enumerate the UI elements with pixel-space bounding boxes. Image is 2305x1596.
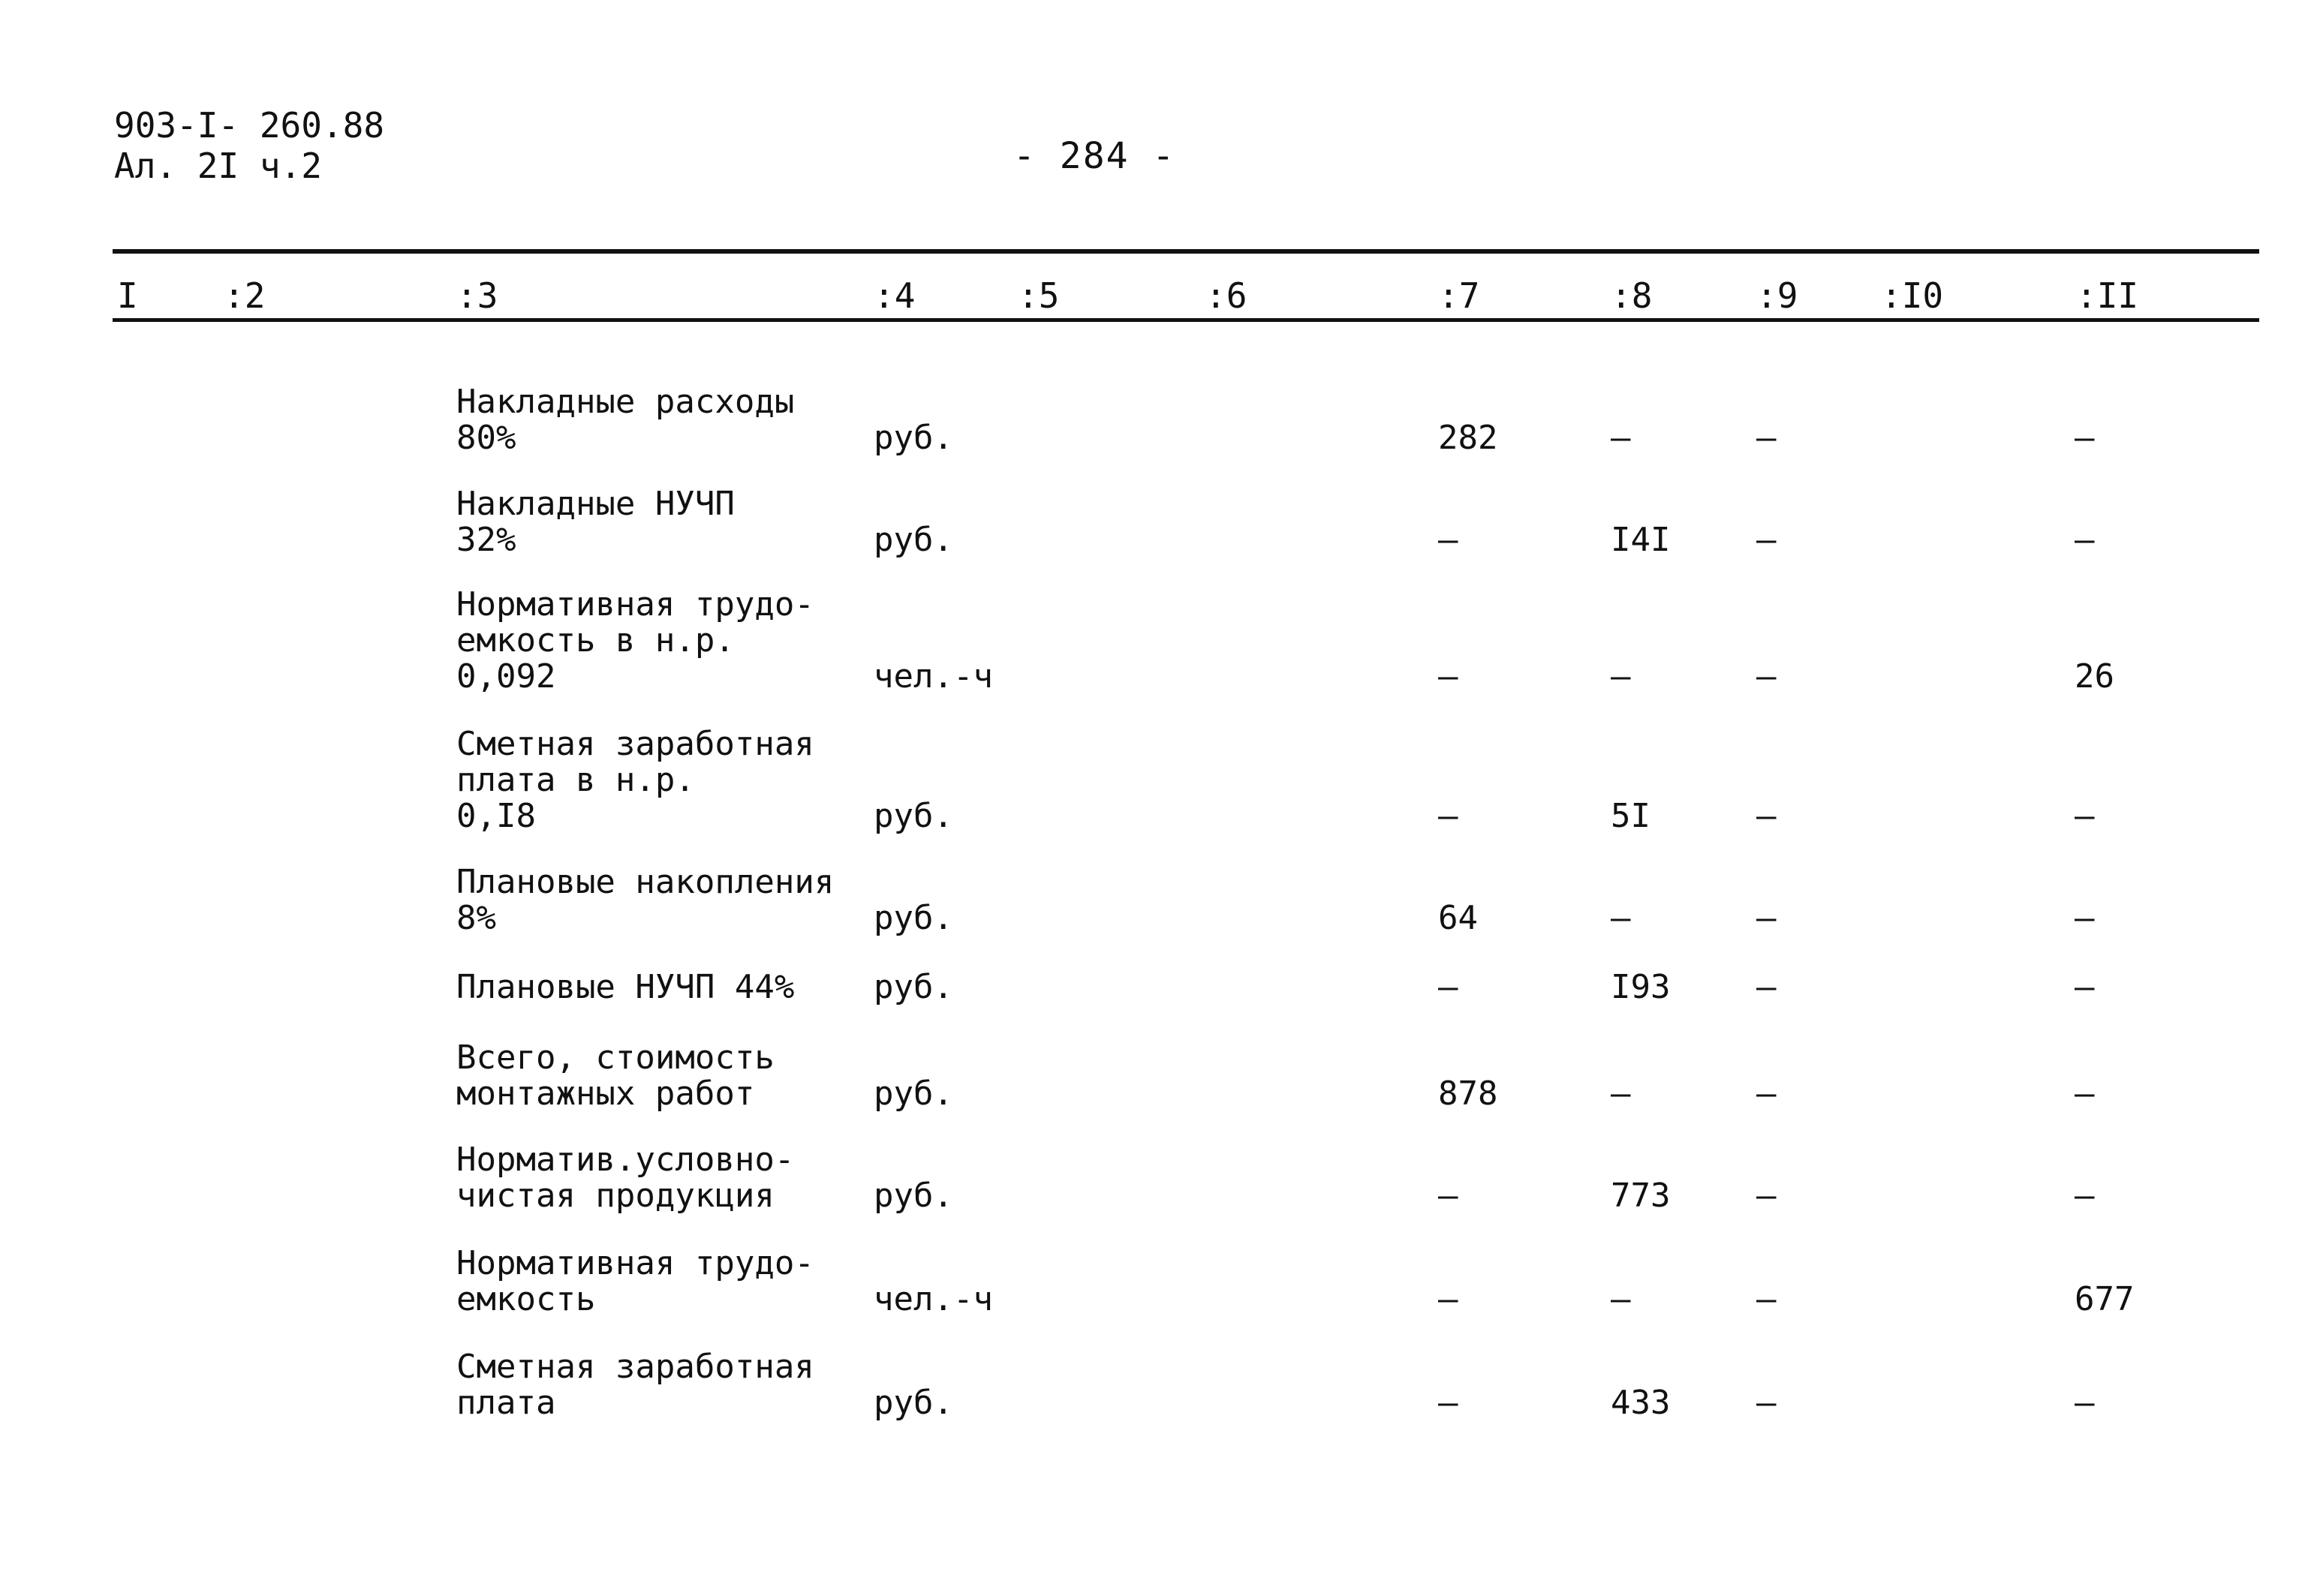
row-col11-value: 677 [2075,1280,2135,1318]
row-description: Нормативная трудо- емкость [456,1244,814,1318]
row-col7-value: 878 [1438,1075,1498,1113]
row-col11-value: – [2075,797,2095,835]
row-col9-value: – [1756,657,1777,696]
row-col8-value: – [1611,1280,1631,1318]
row-col9-value: – [1756,1075,1777,1113]
row-unit: руб. [874,1075,953,1113]
row-col8-value: 773 [1611,1177,1671,1215]
row-col9-value: – [1756,419,1777,457]
column-header-3: :3 [456,275,498,316]
row-unit: руб. [874,968,953,1006]
column-header-8: :8 [1611,275,1653,316]
document-code [114,105,384,186]
row-col7-value: 64 [1438,899,1478,937]
row-col11-value: – [2075,1177,2095,1215]
row-description: Накладные НУЧП 32% [456,485,735,559]
row-col11-value: – [2075,1075,2095,1113]
column-header-5: :5 [1018,275,1060,316]
row-description: Норматив.условно- чистая продукция [456,1141,795,1215]
row-col9-value: – [1756,1177,1777,1215]
row-unit: руб. [874,899,953,937]
row-col8-value: – [1611,657,1631,696]
column-header-2: :2 [224,275,266,316]
row-col7-value: – [1438,657,1458,696]
row-col11-value: – [2075,419,2095,457]
row-col7-value: 282 [1438,419,1498,457]
row-col7-value: – [1438,968,1458,1006]
row-unit: руб. [874,1177,953,1215]
row-col11-value: – [2075,1384,2095,1422]
row-col8-value: – [1611,1075,1631,1113]
row-col8-value: – [1611,899,1631,937]
column-header-9: :9 [1756,275,1798,316]
row-col9-value: – [1756,1280,1777,1318]
row-unit: чел.-ч [874,1280,993,1318]
row-col8-value: – [1611,419,1631,457]
table-header-rule [113,318,2259,322]
row-col8-value: I4I [1611,521,1671,559]
row-col8-value: I93 [1611,968,1671,1006]
column-header-7: :7 [1438,275,1480,316]
row-col9-value: – [1756,968,1777,1006]
column-header-1: I [117,275,138,316]
document-code-line-2: Ал. 2I ч.2 [114,146,322,186]
row-description: Всего, стоимость монтажных работ [456,1038,775,1113]
row-col9-value: – [1756,1384,1777,1422]
row-description: Сметная заработная плата в н.р. 0,I8 [456,725,814,835]
row-col7-value: – [1438,1384,1458,1422]
column-header-4: :4 [874,275,916,316]
row-col11-value: – [2075,968,2095,1006]
row-unit: руб. [874,797,953,835]
row-col7-value: – [1438,797,1458,835]
column-header-6: :6 [1205,275,1247,316]
row-unit: руб. [874,1384,953,1422]
row-col9-value: – [1756,521,1777,559]
row-col7-value: – [1438,1280,1458,1318]
row-description: Накладные расходы 80% [456,383,795,457]
row-description: Сметная заработная плата [456,1348,814,1422]
row-col7-value: – [1438,521,1458,559]
row-col11-value: – [2075,521,2095,559]
document-code-line-1: 903-I- 260.88 [114,105,385,146]
row-col11-value: – [2075,899,2095,937]
row-col9-value: – [1756,899,1777,937]
row-col8-value: 433 [1611,1384,1671,1422]
row-description: Плановые НУЧП 44% [456,968,795,1006]
row-col11-value: 26 [2075,657,2114,696]
row-col9-value: – [1756,797,1777,835]
row-unit: руб. [874,419,953,457]
row-unit: руб. [874,521,953,559]
column-header-11: :II [2076,275,2139,316]
table-top-rule [113,249,2259,254]
row-description: Плановые накопления 8% [456,863,835,937]
row-unit: чел.-ч [874,657,993,696]
row-description: Нормативная трудо- емкость в н.р. 0,092 [456,585,814,696]
row-col7-value: – [1438,1177,1458,1215]
page-number: - 284 - [1013,135,1176,177]
row-col8-value: 5I [1611,797,1651,835]
column-header-10: :I0 [1881,275,1944,316]
